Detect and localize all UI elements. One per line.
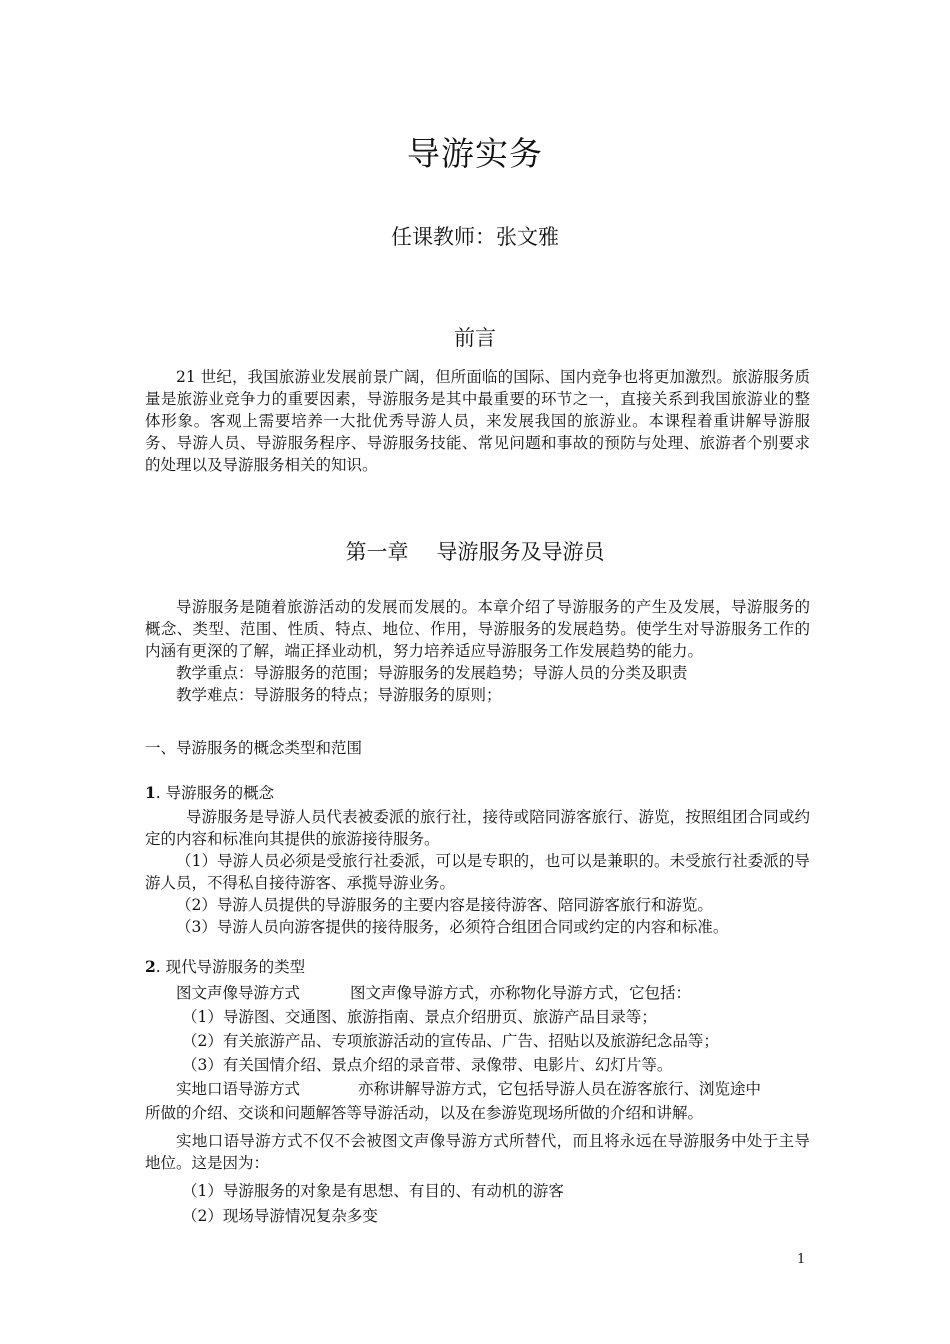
- chapter-number: 第一章: [345, 540, 409, 564]
- type-2-line: [176, 1078, 761, 1100]
- type-1-line: [176, 982, 691, 1004]
- type-1-description: 图文声像导游方式，亦称物化导游方式，它包括：: [350, 984, 692, 1002]
- type-1-item-1: （1）导游图、交通图、旅游指南、景点介绍册页、旅游产品目录等；: [182, 1008, 657, 1026]
- subsection-1-title: . 导游服务的概念: [155, 784, 275, 802]
- type-1-item-2: （2）有关旅游产品、专项旅游活动的宣传品、广告、招贴以及旅游纪念品等；: [182, 1032, 719, 1050]
- teacher-line: 任课教师：张文雅: [391, 225, 559, 249]
- type-2-label: 实地口语导游方式: [176, 1080, 301, 1098]
- preface-heading: 前言: [454, 326, 496, 350]
- key-points: 教学重点：导游服务的范围；导游服务的发展趋势；导游人员的分类及职责: [176, 664, 688, 682]
- subsection-1-body: [145, 806, 810, 938]
- type-2-note-block: [145, 1130, 810, 1174]
- subsection-2-title: . 现代导游服务的类型: [155, 958, 306, 976]
- reason-1: （1）导游服务的对象是有思想、有目的、有动机的游客: [182, 1182, 564, 1200]
- type-2-note: 实地口语导游方式不仅不会被图文声像导游方式所替代，而且将永远在导游服务中处于主导地位。这是因为：: [145, 1132, 810, 1172]
- service-definition: 导游服务是导游人员代表被委派的旅行社，接待或陪同游客旅行、游览，按照组团合同或约定的内容和标准向其提供的旅游接待服务。: [145, 808, 810, 848]
- definition-point-2: （2）导游人员提供的导游服务的主要内容是接待游客、陪同游客旅行和游览。: [176, 896, 713, 914]
- difficulties: 教学难点：导游服务的特点；导游服务的原则；: [176, 686, 502, 704]
- subsection-2-number: 2: [145, 957, 156, 976]
- chapter-intro-block: [145, 596, 810, 706]
- type-2-description-start: 亦称讲解导游方式，它包括导游人员在游客旅行、浏览途中: [358, 1080, 762, 1098]
- preface-paragraph: [145, 366, 810, 476]
- subsection-2-heading: [145, 956, 305, 978]
- chapter-title: 导游服务及导游员: [436, 540, 605, 564]
- preface-text: 21 世纪，我国旅游业发展前景广阔，但所面临的国际、国内竞争也将更加激烈。旅游服务质量是旅游业竞争力的重要因素，导游服务是其中最重要的环节之一，直接关系到我国旅游业的整体形象。客观上需要培养一大批优秀导游人员，来发展我国的旅游业。本课程着重讲解导游服务、导游人员、导游服务程序、导游服务技能、常见问题和事故的预防与处理、旅游者个别要求的处理以及导游服务相关的知识。: [145, 368, 810, 474]
- section-heading-1: 一、导游服务的概念类型和范围: [145, 739, 363, 757]
- chapter-intro: 导游服务是随着旅游活动的发展而发展的。本章介绍了导游服务的产生及发展，导游服务的概念、类型、范围、性质、特点、地位、作用，导游服务的发展趋势。使学生对导游服务工作的内涵有更深的了解，端正择业动机，努力培养适应导游服务工作发展趋势的能力。: [145, 598, 810, 660]
- subsection-1-heading: [145, 782, 274, 804]
- subsection-1-number: 1: [145, 783, 156, 802]
- reason-2: （2）现场导游情况复杂多变: [182, 1207, 378, 1225]
- chapter-heading: [0, 536, 950, 566]
- type-1-item-3: （3）有关国情介绍、景点介绍的录音带、录像带、电影片、幻灯片等。: [182, 1056, 673, 1074]
- page-number: 1: [797, 1252, 806, 1267]
- definition-point-3: （3）导游人员向游客提供的接待服务，必须符合组团合同或约定的内容和标准。: [176, 918, 729, 936]
- type-2-description-end: 所做的介绍、交谈和问题解答等导游活动，以及在参游览现场所做的介绍和讲解。: [145, 1104, 704, 1122]
- type-1-label: 图文声像导游方式: [176, 984, 301, 1002]
- definition-point-1: （1）导游人员必须是受旅行社委派，可以是专职的，也可以是兼职的。未受旅行社委派的导游人员，不得私自接待游客、承揽导游业务。: [145, 852, 810, 892]
- document-title: 导游实务: [407, 134, 543, 173]
